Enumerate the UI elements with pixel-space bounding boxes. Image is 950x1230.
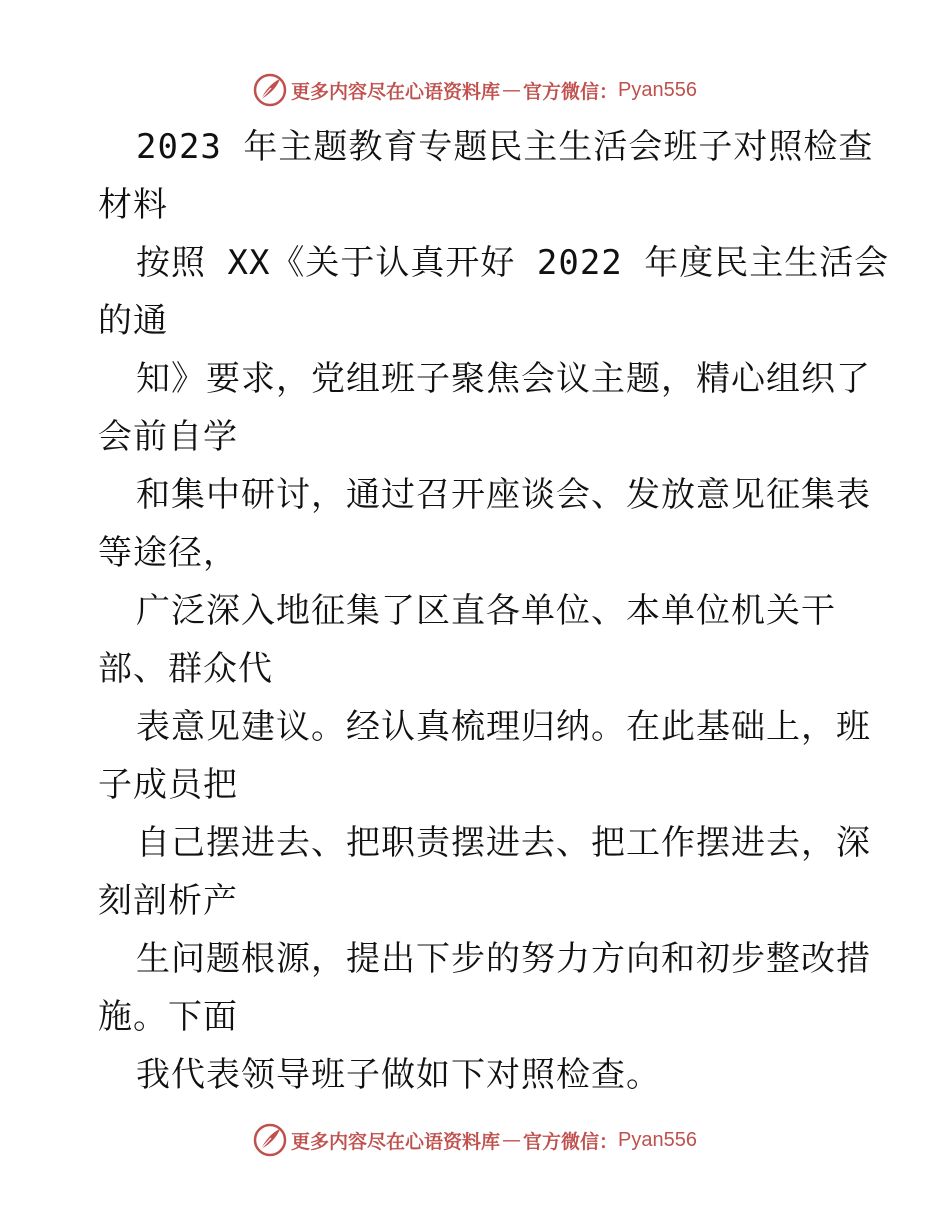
body-line: 刻剖析产 <box>98 881 238 921</box>
banner-separator: — <box>502 1129 522 1151</box>
banner-account: Pyan556 <box>618 1128 697 1151</box>
banner-wechat-label: 官方微信： <box>523 1130 619 1153</box>
banner-account: Pyan556 <box>618 78 697 101</box>
body-line: 知》要求，党组班子聚焦会议主题，精心组织了 <box>136 359 871 399</box>
title-line-2: 材料 <box>98 185 168 225</box>
header-watermark-banner <box>0 70 950 110</box>
title-line-1: 2023 年主题教育专题民主生活会班子对照检查 <box>136 127 874 167</box>
feather-pen-logo-icon <box>253 73 287 107</box>
body-line: 生问题根源，提出下步的努力方向和初步整改措 <box>136 939 871 979</box>
body-line: 按照 XX《关于认真开好 2022 年度民主生活会 <box>136 243 890 283</box>
body-line: 和集中研讨，通过召开座谈会、发放意见征集表 <box>136 475 871 515</box>
banner-text: 更多内容尽在心语资料库 <box>291 80 501 103</box>
banner-wechat-label: 官方微信： <box>523 80 619 103</box>
footer-watermark-banner <box>0 1120 950 1160</box>
body-line: 自己摆进去、把职责摆进去、把工作摆进去，深 <box>136 823 871 863</box>
banner-separator: — <box>502 79 522 101</box>
body-line: 会前自学 <box>98 417 238 457</box>
feather-pen-logo-icon <box>253 1123 287 1157</box>
body-line: 等途径， <box>98 533 238 573</box>
body-line: 我代表领导班子做如下对照检查。 <box>136 1055 661 1095</box>
body-line: 的通 <box>98 301 168 341</box>
body-line: 广泛深入地征集了区直各单位、本单位机关干 <box>136 591 836 631</box>
body-line: 部、群众代 <box>98 649 273 689</box>
body-line: 表意见建议。经认真梳理归纳。在此基础上，班 <box>136 707 871 747</box>
banner-text: 更多内容尽在心语资料库 <box>291 1130 501 1153</box>
body-line: 子成员把 <box>98 765 238 805</box>
body-line: 施。下面 <box>98 997 238 1037</box>
document-body <box>98 120 890 1106</box>
